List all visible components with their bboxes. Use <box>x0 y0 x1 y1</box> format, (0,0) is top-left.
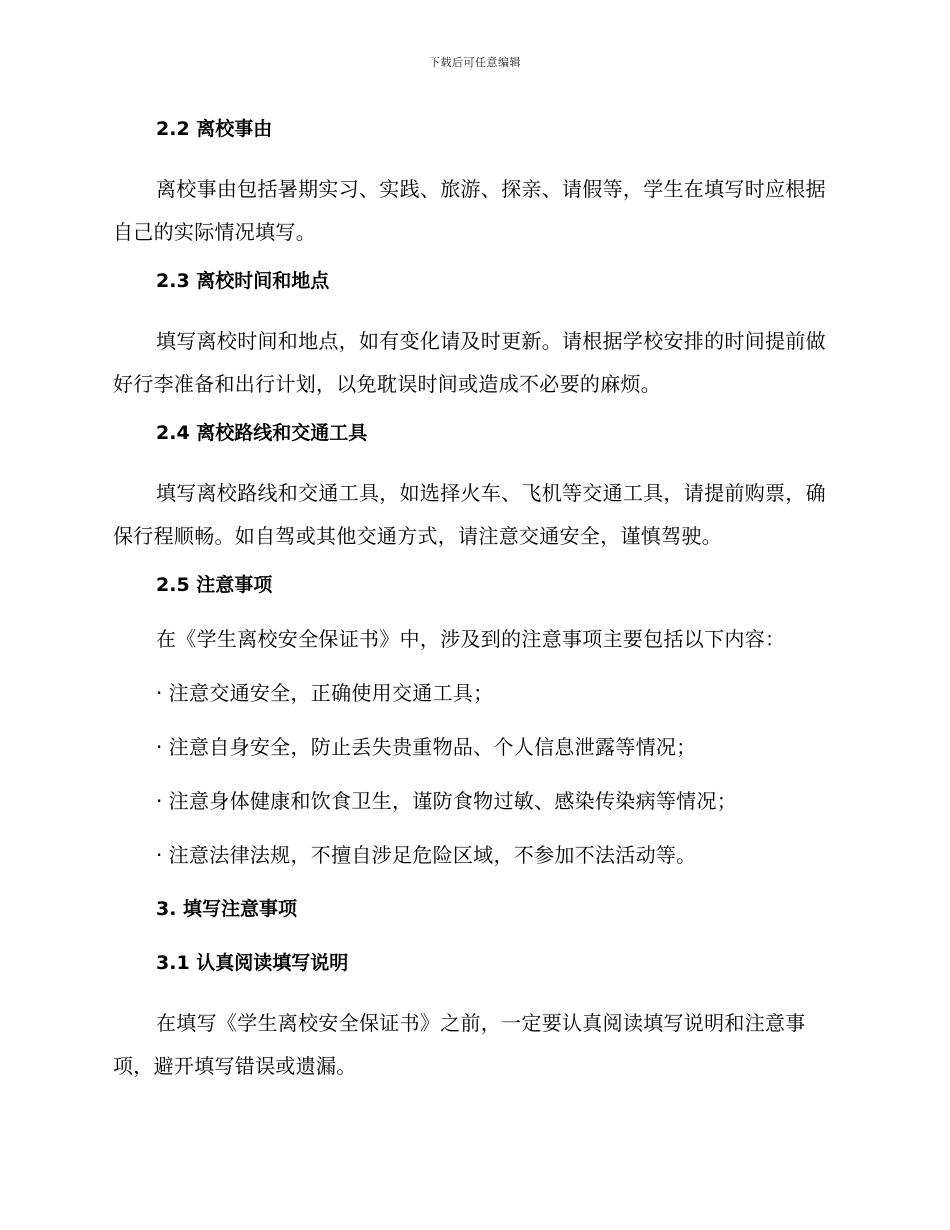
bullet-dot-icon: · <box>156 735 163 759</box>
bullet-dot-icon: · <box>156 681 163 705</box>
section-heading-2-5: 2.5 注意事项 <box>156 574 273 596</box>
bullet-text: 注意法律法规，不擅自涉足危险区域，不参加不法活动等。 <box>168 843 697 867</box>
section-heading-3-1: 3.1 认真阅读填写说明 <box>156 952 349 974</box>
section-heading-2-4: 2.4 离校路线和交通工具 <box>156 422 368 444</box>
page-header-note: 下载后可任意编辑 <box>429 56 521 69</box>
section-paragraph-3-1: 在填写《学生离校安全保证书》之前，一定要认真阅读填写说明和注意事项，避开填写错误或遗漏。 <box>113 1011 806 1078</box>
section-heading-2-2: 2.2 离校事由 <box>156 118 273 140</box>
document-body <box>113 114 833 1100</box>
bullet-item <box>156 732 833 762</box>
bullet-item <box>156 840 833 870</box>
section-paragraph-2-3: 填写离校时间和地点，如有变化请及时更新。请根据学校安排的时间提前做好行李准备和出行计划，以免耽误时间或造成不必要的麻烦。 <box>113 329 826 396</box>
section-paragraph-2-4: 填写离校路线和交通工具，如选择火车、飞机等交通工具，请提前购票，确保行程顺畅。如自驾或其他交通方式，请注意交通安全，谨慎驾驶。 <box>113 481 826 548</box>
section-paragraph-2-2: 离校事由包括暑期实习、实践、旅游、探亲、请假等，学生在填写时应根据自己的实际情况填写。 <box>113 177 826 244</box>
bullet-text: 注意自身安全，防止丢失贵重物品、个人信息泄露等情况； <box>168 735 697 759</box>
section-heading-2-3: 2.3 离校时间和地点 <box>156 270 330 292</box>
bullet-item <box>156 786 833 816</box>
bullet-item <box>156 678 833 708</box>
bullet-text: 注意身体健康和饮食卫生，谨防食物过敏、感染传染病等情况； <box>168 789 738 813</box>
section-intro-2-5: 在《学生离校安全保证书》中，涉及到的注意事项主要包括以下内容： <box>156 627 786 651</box>
bullet-dot-icon: · <box>156 789 163 813</box>
section-heading-3: 3. 填写注意事项 <box>156 898 298 920</box>
bullet-dot-icon: · <box>156 843 163 867</box>
bullet-text: 注意交通安全，正确使用交通工具； <box>168 681 494 705</box>
